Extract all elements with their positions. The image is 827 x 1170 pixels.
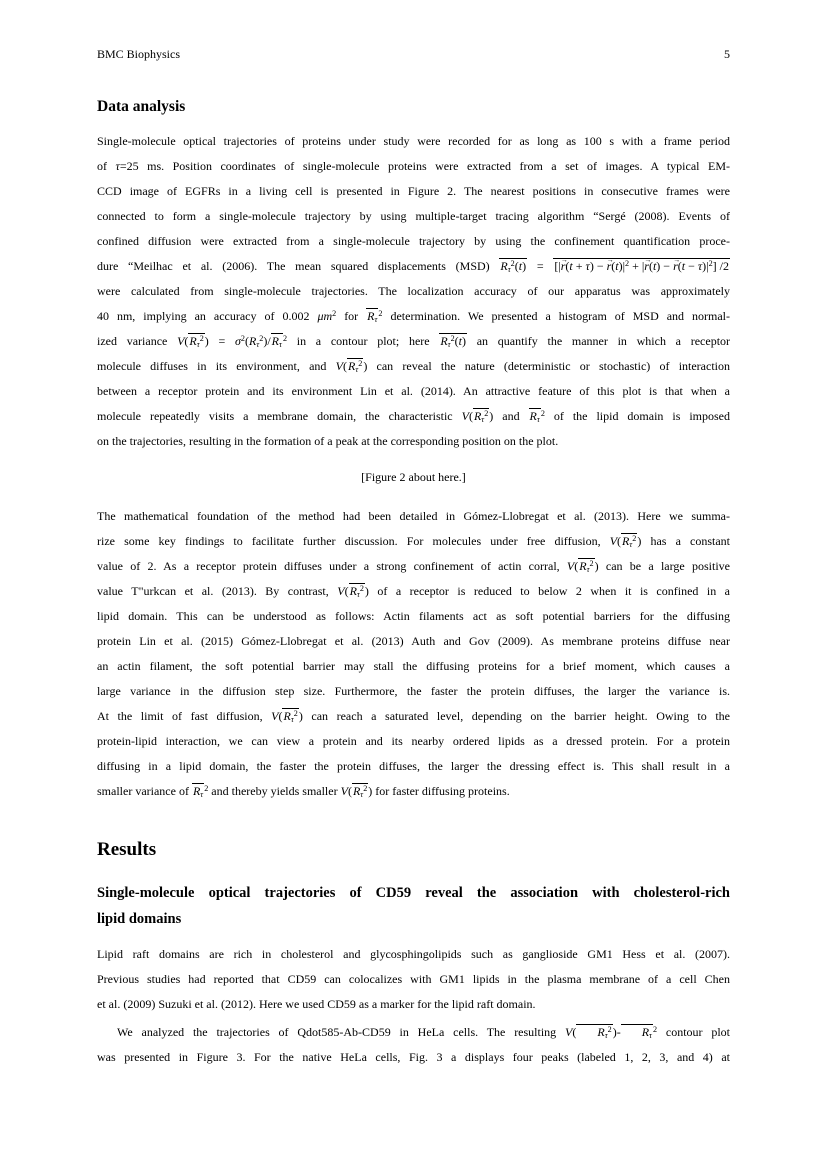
text-line: At the limit of fast diffusion, $V(R_\tau^2)$ can reach a saturated level, depending on the barrier height. Owing to the — [97, 709, 730, 725]
text-line: The mathematical foundation of the method had been detailed in Gómez-Llobregat et al. (2013). Here we summa- — [97, 509, 730, 523]
section-heading-results: Results — [97, 839, 157, 860]
text-line: rize some key findings to facilitate further discussion. For molecules under free diffusion, $V(R_\tau^2)$ has a constant — [97, 534, 730, 550]
text-line: 40 nm, implying an accuracy of 0.002 $\mu m^2$ for $R_\tau^2$ determination. We presented a histogram of MSD and normal- — [97, 309, 730, 325]
text-line: CCD image of EGFRs in a living cell is presented in Figure 2. The nearest positions in consecutive frames were — [97, 184, 730, 198]
text-line: protein Lin et al. (2015) Gómez-Llobregat et al. (2013) Auth and Gov (2009). As membrane proteins diffuse near — [97, 634, 730, 648]
paragraph-data-analysis-2 — [97, 504, 730, 804]
page-header — [97, 46, 730, 62]
text-line: large variance in the diffusion step size. Furthermore, the faster the protein diffuses, the larger the variance is. — [97, 684, 730, 698]
paragraph-results-1 — [97, 942, 730, 1017]
text-line: diffusing in a lipid domain, the faster the protein diffuses, the larger the dressing effect is. This shall result in a — [97, 759, 730, 773]
text-line: Single-molecule optical trajectories of CD59 reveal the association with cholesterol-rich — [97, 885, 730, 901]
text-line: Lipid raft domains are rich in cholesterol and glycosphingolipids such as ganglioside GM1 Hess et al. (2007). — [97, 947, 730, 961]
text-line: dure “Meilhac et al. (2006). The mean squared displacements (MSD) $R_\tau^2(t) = [|r \to(t + \tau) - r \to(t)|^2 + |r \to(t) - r \to(t - \tau)|^2]$ /2 — [97, 254, 730, 279]
text-line: lipid domain. This can be understood as follows: Actin filaments act as soft potential barriers for the diffusing — [97, 609, 730, 623]
text-line: Previous studies had reported that CD59 can colocalizes with GM1 lipids in the plasma membrane of a cell Chen — [97, 972, 730, 986]
text-line: an actin filament, the soft potential barrier may stall the diffusing proteins for a brief moment, which causes a — [97, 659, 730, 673]
text-line: smaller variance of $R_\tau^2$ and thereby yields smaller $V(R_\tau^2)$ for faster diffusing proteins. — [97, 784, 510, 800]
text-line: lipid domains — [97, 911, 182, 927]
text-line: were calculated from single-molecule trajectories. The localization accuracy of our apparatus was approximately — [97, 284, 730, 298]
text-line: Single-molecule optical trajectories of proteins under study were recorded for as long as 100 s with a frame period — [97, 134, 730, 148]
text-line: value of 2. As a receptor protein diffuses under a strong confinement of actin corral, $V(R_\tau^2)$ can be a large positive — [97, 559, 730, 575]
figure-placeholder: [Figure 2 about here.] — [361, 470, 466, 484]
text-line: on the trajectories, resulting in the formation of a peak at the corresponding position on the plot. — [97, 434, 559, 448]
paragraph-data-analysis-1 — [97, 129, 730, 454]
text-line: We analyzed the trajectories of Qdot585-Ab-CD59 in HeLa cells. The resulting V( $R_\tau^2)-$ $R_\tau^2$ contour plot — [117, 1025, 731, 1041]
page-number: 5 — [724, 47, 730, 61]
text-line: molecule repeatedly visits a membrane domain, the characteristic $V(R_\tau^2)$ and $R_\tau^2$ of the lipid domain is imposed — [97, 409, 730, 425]
text-line: confined diffusion were extracted from a single-molecule trajectory by using the confinement quantification proce- — [97, 234, 730, 248]
text-line: connected to form a single-molecule trajectory by using multiple-target tracing algorithm “Sergé (2008). Events of — [97, 209, 730, 223]
text-line: between a receptor protein and its environment Lin et al. (2014). An attractive feature of this plot is that when a — [97, 384, 730, 398]
subsection-heading-cd59 — [97, 880, 730, 932]
text-line: et al. (2009) Suzuki et al. (2012). Here we used CD59 as a marker for the lipid raft domain. — [97, 997, 536, 1011]
section-heading-data-analysis: Data analysis — [97, 98, 186, 115]
text-line: value T"urkcan et al. (2013). By contrast, $V(R_\tau^2)$ of a receptor is reduced to below 2 when it is confined in a — [97, 584, 730, 600]
paragraph-results-2 — [97, 1020, 730, 1070]
text-line: molecule diffuses in its environment, and $V(R_\tau^2)$ can reveal the nature (deterministic or stochastic) of interaction — [97, 359, 730, 375]
journal-name: BMC Biophysics — [97, 47, 181, 61]
text-line: of τ=25 ms. Position coordinates of single-molecule proteins were extracted from a set of images. A typical EM- — [97, 159, 731, 173]
text-line: ized variance $V(R_\tau^2) = \sigma^2(R_\tau^2)/R_\tau^2$ in a contour plot; here $R_\tau^2(t)$ an quantify the manner in which a receptor — [97, 334, 731, 350]
text-line: protein-lipid interaction, we can view a protein and its nearby ordered lipids as a dressed protein. For a protein — [97, 734, 730, 748]
text-line: was presented in Figure 3. For the native HeLa cells, Fig. 3 a displays four peaks (labeled 1, 2, 3, and 4) at — [97, 1050, 730, 1064]
